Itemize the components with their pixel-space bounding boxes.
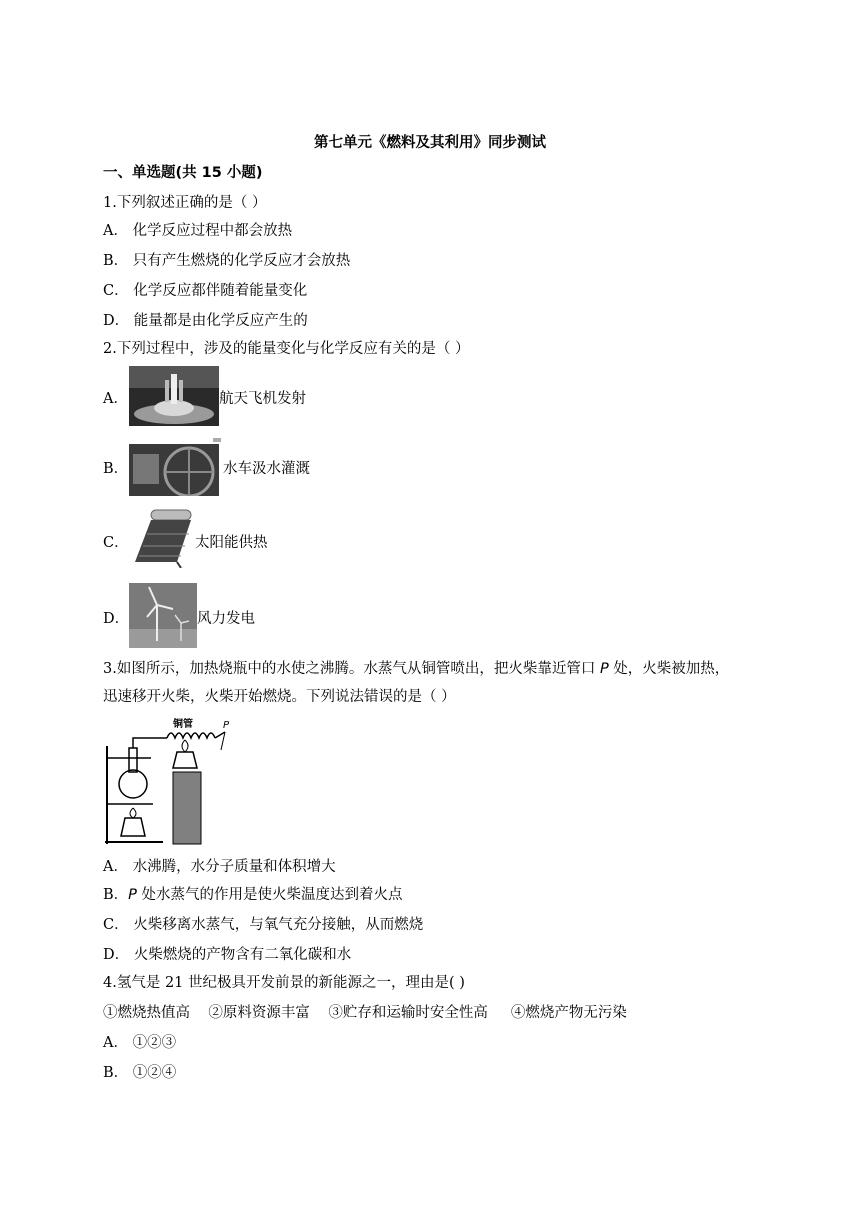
- question-1-stem: 1.下列叙述正确的是（ ）: [103, 195, 267, 211]
- question-2-option-d-caption: 风力发电: [197, 611, 255, 627]
- point-p-figure-label: P: [223, 720, 230, 731]
- waterwheel-photo: [129, 434, 223, 496]
- question-1-option-a: A． 化学反应过程中都会放热: [103, 223, 293, 239]
- shuttle-launch-photo: [129, 366, 219, 426]
- wind-turbine-photo: [129, 583, 197, 648]
- option-letter: B．: [103, 887, 129, 903]
- question-3-option-b: [103, 885, 403, 905]
- page-title: 第七单元《燃料及其利用》同步测试: [314, 135, 546, 151]
- apparatus-diagram: [103, 716, 233, 848]
- solar-heater-photo: [129, 506, 195, 568]
- stem-text: 处，火柴被加热，: [608, 661, 730, 677]
- question-2-option-c-caption: 太阳能供热: [195, 535, 268, 551]
- question-3-option-d: D． 火柴燃烧的产物含有二氧化碳和水: [103, 947, 352, 963]
- question-3-stem-line-2: 迅速移开火柴，火柴开始燃烧。下列说法错误的是（ ）: [103, 689, 456, 705]
- question-2-option-b-caption: 水车汲水灌溉: [223, 461, 310, 477]
- point-p-label: P: [599, 661, 609, 677]
- question-2-stem: 2.下列过程中，涉及的能量变化与化学反应有关的是（ ）: [103, 341, 470, 357]
- point-p-label: P: [128, 887, 137, 903]
- stem-text: 3.如图所示，加热烧瓶中的水使之沸腾。水蒸气从铜管喷出，把火柴靠近管口: [103, 661, 600, 677]
- option-text: 处水蒸气的作用是使火柴温度达到着火点: [136, 887, 403, 903]
- question-3-option-a: A． 水沸腾，水分子质量和体积增大: [103, 859, 336, 875]
- question-4-option-b: B． ①②④: [103, 1065, 177, 1081]
- question-2-option-d-letter: D．: [103, 611, 130, 627]
- question-4-reasons: ①燃烧热值高 ②原料资源丰富 ③贮存和运输时安全性高 ④燃烧产物无污染: [103, 1005, 627, 1021]
- question-4-option-a: A． ①②③: [103, 1035, 177, 1051]
- section-heading: 一、单选题(共 15 小题): [103, 165, 263, 181]
- question-4-stem: 4.氢气是 21 世纪极具开发前景的新能源之一，理由是( ): [103, 975, 465, 991]
- question-1-option-c: C． 化学反应都伴随着能量变化: [103, 283, 308, 299]
- question-2-option-a-caption: 航天飞机发射: [219, 391, 306, 407]
- question-2-option-c-letter: C．: [103, 535, 129, 551]
- question-1-option-d: D． 能量都是由化学反应产生的: [103, 313, 308, 329]
- question-3-option-c: C． 火柴移离水蒸气，与氧气充分接触，从而燃烧: [103, 917, 424, 933]
- question-2-option-a-letter: A．: [103, 391, 128, 407]
- tube-label: 铜管: [173, 719, 193, 730]
- question-3-stem-line-1: [103, 659, 729, 679]
- question-2-option-b-letter: B．: [103, 461, 129, 477]
- question-1-option-b: B． 只有产生燃烧的化学反应才会放热: [103, 253, 351, 269]
